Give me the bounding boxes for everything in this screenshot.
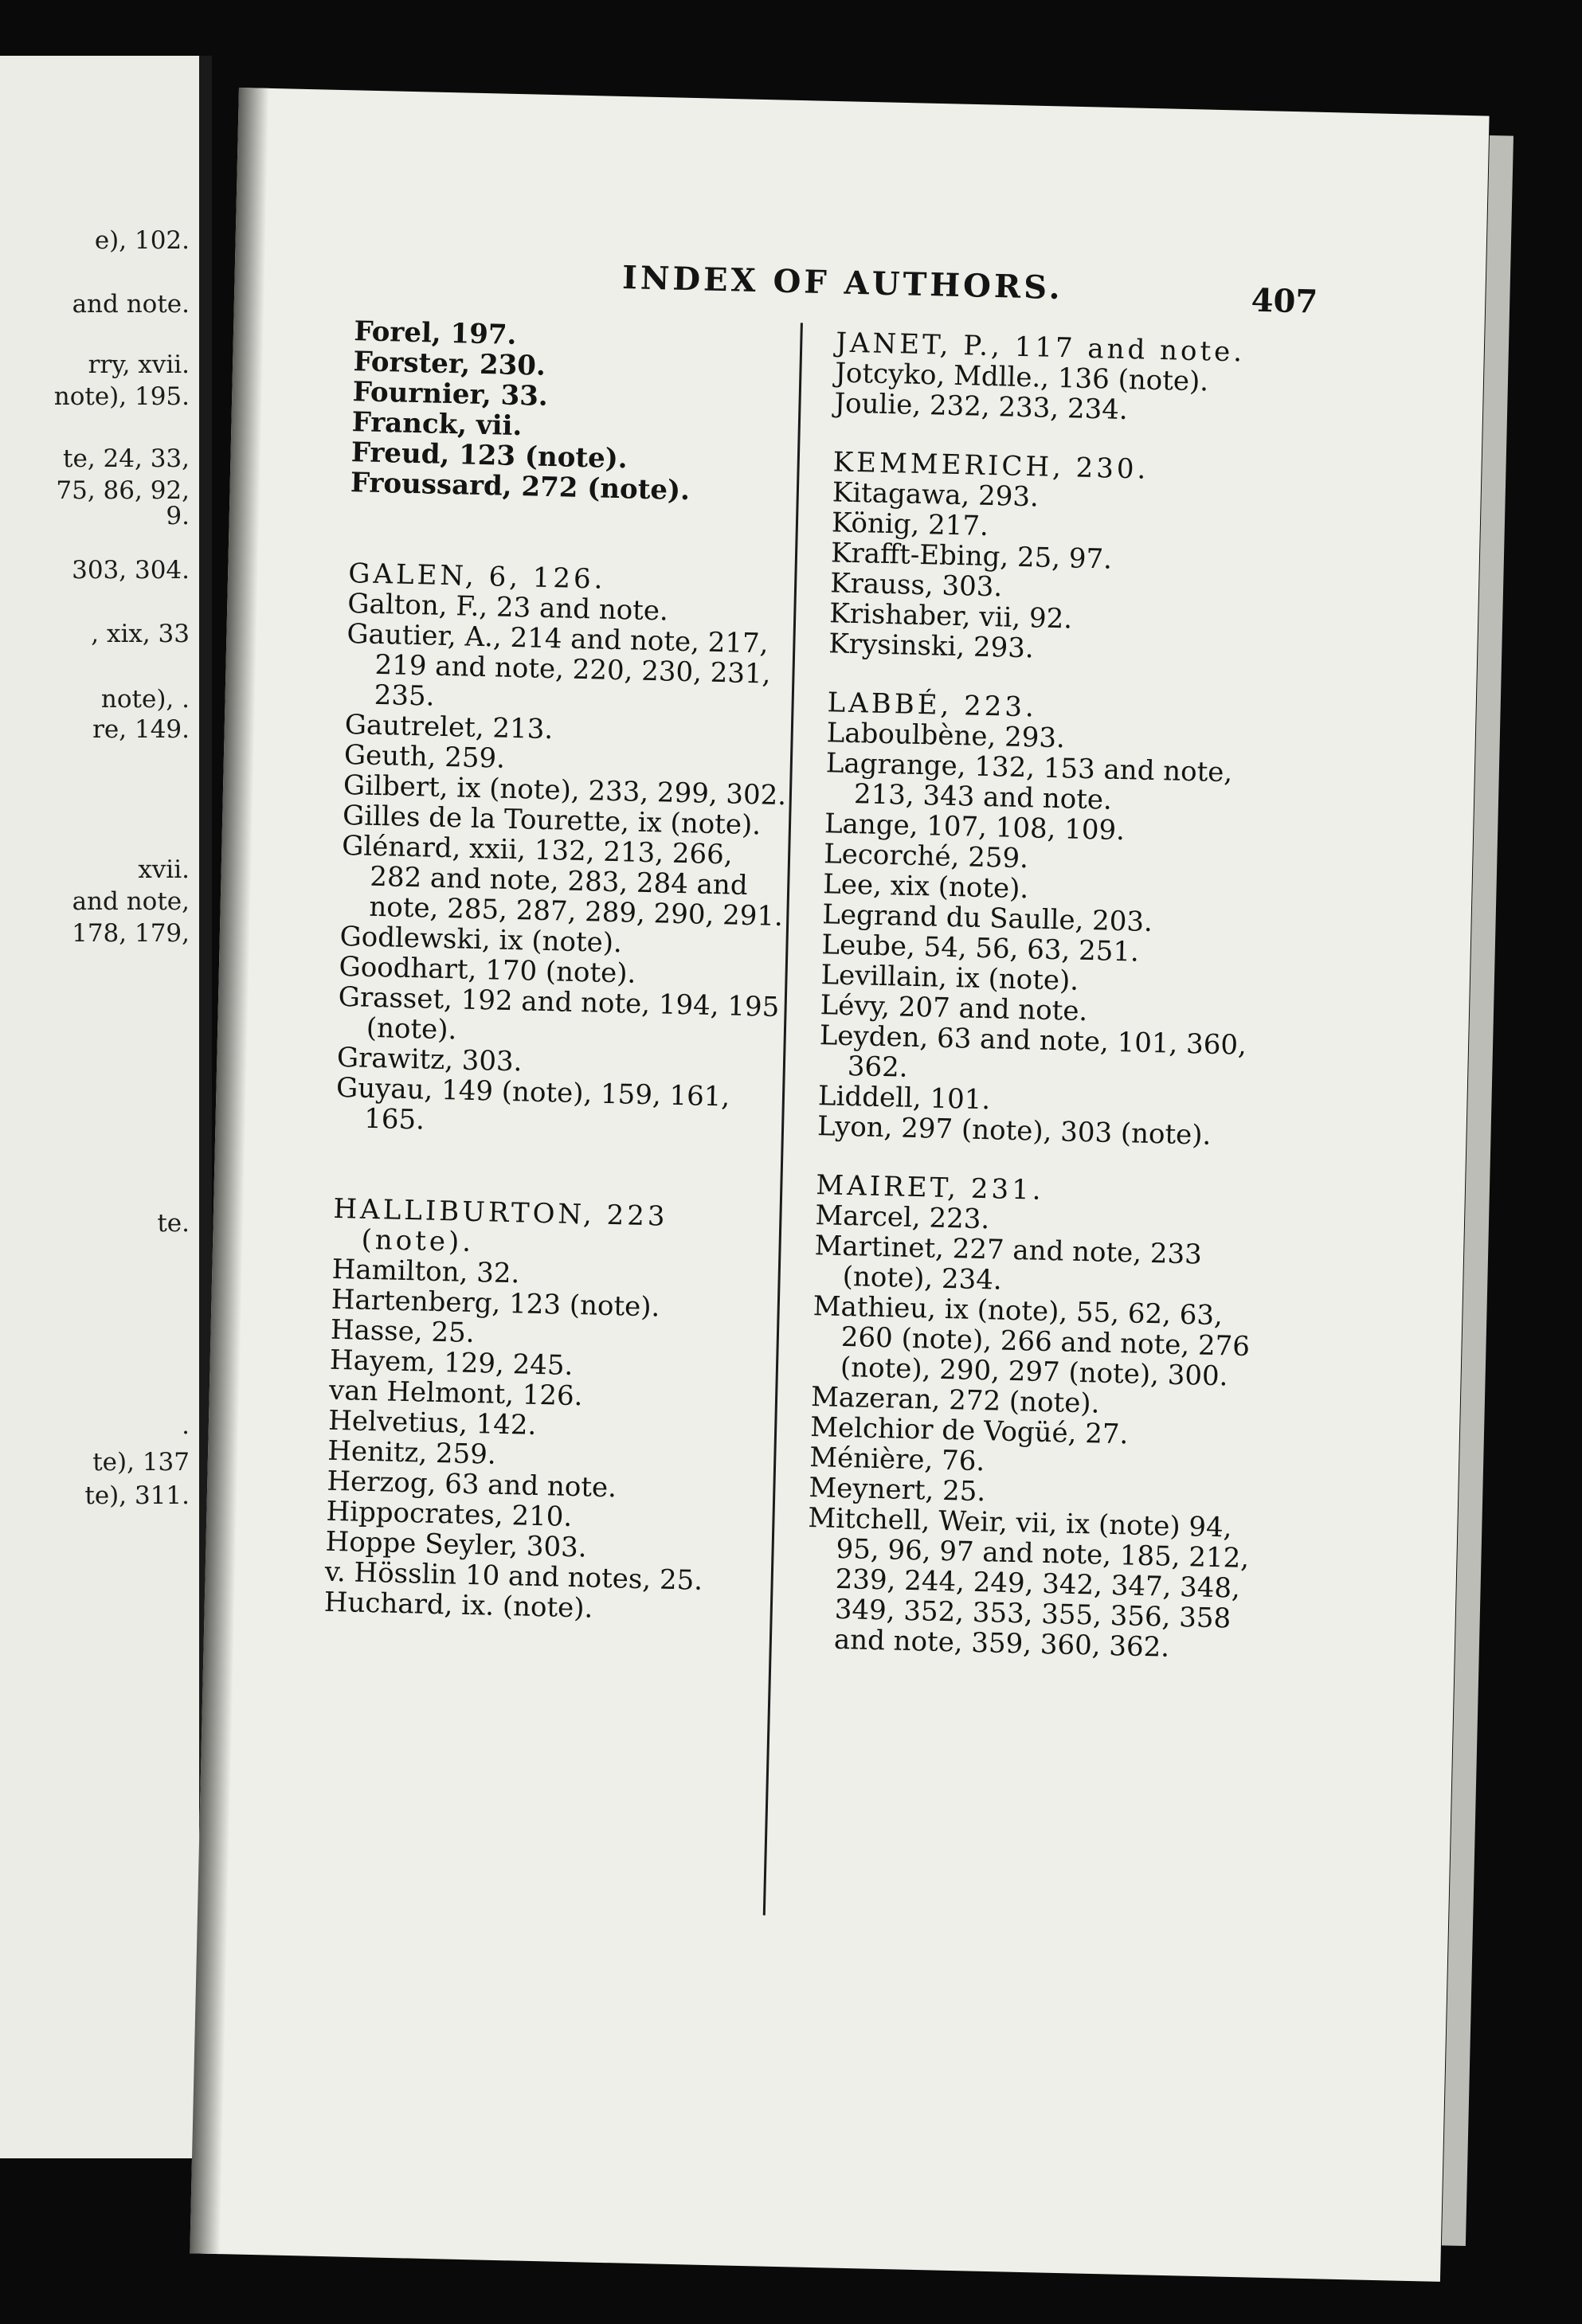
index-entry: Lecorché, 259. <box>823 838 1029 875</box>
index-section-lead: MAIRET, 231. <box>815 1169 1045 1207</box>
index-entry: Leyden, 63 and note, 101, 360, 362. <box>819 1019 1247 1084</box>
page-number: 407 <box>1251 281 1318 321</box>
index-entry: Froussard, 272 (note). <box>350 467 691 507</box>
index-entry: Glénard, xxii, 132, 213, 266, 282 and note, 283, 284 and note, 285, 287, 289, 290, 291. <box>341 829 784 933</box>
index-entry: Goodhart, 170 (note). <box>339 950 636 990</box>
left-fragment: and note. <box>72 290 190 319</box>
index-entry: Lagrange, 132, 153 and note, 213, 343 and note. <box>825 747 1233 816</box>
index-entry: Helvetius, 142. <box>327 1404 537 1442</box>
left-fragment: note), 195. <box>53 382 190 411</box>
running-title: INDEX OF AUTHORS. <box>621 259 1064 307</box>
index-entry: Gilbert, ix (note), 233, 299, 302. <box>343 769 787 812</box>
left-fragment: 9. <box>166 502 190 530</box>
left-fragment: te), 137 <box>92 1448 190 1477</box>
index-entry: König, 217. <box>831 507 989 542</box>
left-fragment: note), . <box>100 685 190 714</box>
index-entry: Freud, 123 (note). <box>350 436 628 475</box>
index-entry: Gautier, A., 214 and note, 217, 219 and note, 220, 230, 231, 235. <box>347 618 771 713</box>
index-entry: Godlewski, ix (note). <box>339 920 623 960</box>
index-entry: Levillain, ix (note). <box>820 959 1079 997</box>
section-gap <box>334 1133 781 1204</box>
index-entry: Geuth, 259. <box>343 739 506 775</box>
index-entry: Legrand du Saulle, 203. <box>821 898 1153 938</box>
index-entry: Forster, 230. <box>353 346 546 382</box>
index-entry: Mathieu, ix (note), 55, 62, 63, 260 (note), 266 and note, 276 (note), 290, 297 (note), 300. <box>813 1290 1251 1393</box>
left-fragment: te), 311. <box>84 1481 190 1510</box>
index-section-lead: KEMMERICH, 230. <box>832 446 1149 486</box>
index-column-left <box>323 316 800 1628</box>
left-fragment: 303, 304. <box>72 556 190 585</box>
index-entry: Krysinski, 293. <box>828 628 1035 665</box>
index-entry: Grawitz, 303. <box>336 1041 523 1078</box>
left-fragment: 178, 179, <box>72 919 190 948</box>
index-entry: Krishaber, vii, 92. <box>828 597 1073 636</box>
index-entry: Krauss, 303. <box>829 567 1003 604</box>
index-entry: Kitagawa, 293. <box>832 476 1040 514</box>
index-entry: Hippocrates, 210. <box>326 1495 573 1534</box>
index-entry: Gilles de la Tourette, ix (note). <box>342 799 762 842</box>
index-column-right <box>805 327 1282 1665</box>
index-entry: Lange, 107, 108, 109. <box>824 808 1126 847</box>
index-entry: Jotcyko, Mdlle., 136 (note). <box>834 357 1209 398</box>
index-entry: Krafft-Ebing, 25, 97. <box>830 537 1113 576</box>
index-entry: Ménière, 76. <box>809 1442 985 1478</box>
left-fragment: e), 102. <box>94 226 190 255</box>
index-entry: Liddell, 101. <box>817 1080 991 1117</box>
left-fragment: and note, <box>72 887 190 916</box>
index-entry: Hasse, 25. <box>330 1313 475 1350</box>
index-entry: Hamilton, 32. <box>331 1253 520 1290</box>
index-entry: Mitchell, Weir, vii, ix (note) 94, 95, 96, 97 and note, 185, 212, 239, 244, 249, 342, 347, 348, 349, 352, 353, 355, 356, 358 and note, 359, 360, 362. <box>808 1502 1250 1664</box>
index-entry: Leube, 54, 56, 63, 251. <box>821 929 1140 968</box>
index-section-lead: HALLIBURTON, 223 (note). <box>333 1192 668 1259</box>
left-fragment: rry, xvii. <box>88 350 190 379</box>
index-entry: Lee, xix (note). <box>822 868 1029 906</box>
index-entry: Joulie, 232, 233, 234. <box>834 387 1129 427</box>
index-entry: Lyon, 297 (note), 303 (note). <box>816 1110 1212 1152</box>
index-entry: Lévy, 207 and note. <box>820 989 1088 1028</box>
left-page <box>0 56 212 2158</box>
index-entry: Galton, F., 23 and note. <box>347 588 669 628</box>
left-fragment: xvii. <box>138 855 190 884</box>
left-fragment: . <box>182 1411 190 1440</box>
index-entry: Fournier, 33. <box>352 376 549 413</box>
left-fragment: , xix, 33 <box>91 620 190 648</box>
index-section-lead: GALEN, 6, 126. <box>347 558 606 596</box>
index-entry: Melchior de Vogüé, 27. <box>809 1411 1129 1451</box>
index-entry: Guyau, 149 (note), 159, 161, 165. <box>335 1071 730 1137</box>
index-entry: Hayem, 129, 245. <box>329 1344 574 1382</box>
left-fragment: te. <box>157 1209 190 1238</box>
index-entry: Forel, 197. <box>354 315 517 351</box>
index-entry: Henitz, 259. <box>327 1434 497 1471</box>
section-gap <box>349 498 797 569</box>
index-section-lead: JANET, P., 117 and note. <box>835 327 1246 369</box>
index-entry: Herzog, 63 and note. <box>327 1465 617 1504</box>
index-entry: van Helmont, 126. <box>328 1374 583 1413</box>
index-entry: Franck, vii. <box>351 406 523 443</box>
index-entry: Laboulbène, 293. <box>826 717 1066 755</box>
index-entry: Hoppe Seyler, 303. <box>325 1525 588 1564</box>
index-entry: Grasset, 192 and note, 194, 195 (note). <box>338 980 780 1047</box>
index-entry: Gautrelet, 213. <box>344 709 554 746</box>
left-fragment: te, 24, 33, <box>63 444 190 473</box>
index-entry: Hartenberg, 123 (note). <box>331 1283 660 1324</box>
index-entry: Mazeran, 272 (note). <box>810 1381 1100 1420</box>
index-entry: v. Hösslin 10 and notes, 25. <box>324 1555 703 1597</box>
left-fragment: re, 149. <box>92 715 190 744</box>
index-content <box>237 251 1316 2107</box>
index-entry: Meynert, 25. <box>808 1472 986 1508</box>
index-entry: Marcel, 223. <box>815 1199 990 1236</box>
index-entry: Martinet, 227 and note, 233 (note), 234. <box>814 1230 1203 1297</box>
left-fragment: 75, 86, 92, <box>56 476 190 505</box>
index-entry: Huchard, ix. (note). <box>323 1586 593 1625</box>
index-section-lead: LABBÉ, 223. <box>827 687 1038 724</box>
